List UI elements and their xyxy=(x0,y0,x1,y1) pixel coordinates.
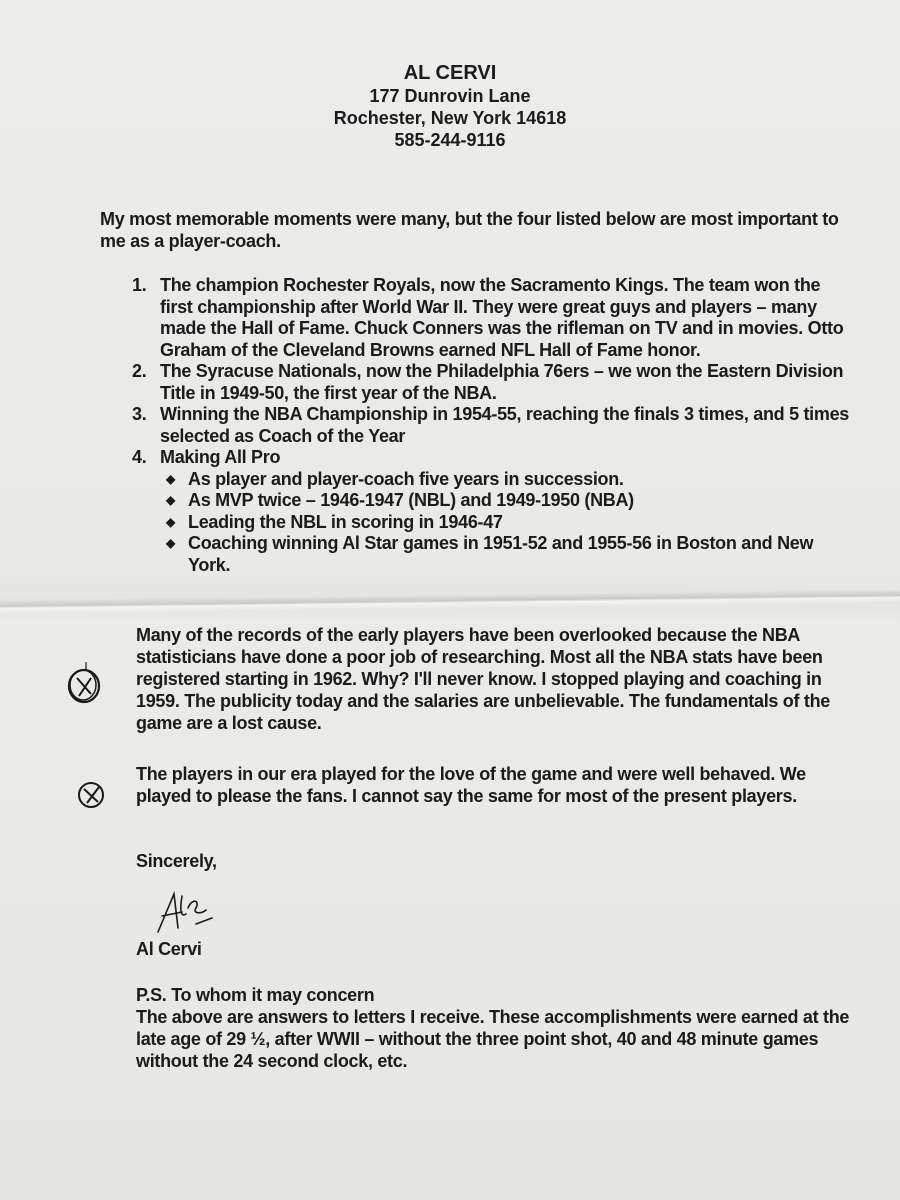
list-number: 2. xyxy=(132,361,147,381)
bullet-item xyxy=(160,533,852,576)
ps-heading: P.S. To whom it may concern xyxy=(136,985,375,1005)
era-paragraph: The players in our era played for the love of the game and were well behaved. We played to please the fans. I cannot say the same for most of the present players. xyxy=(136,764,806,806)
all-pro-bullets xyxy=(160,469,852,577)
letterhead-street: 177 Dunrovin Lane xyxy=(369,86,531,106)
bullet-item xyxy=(160,512,852,534)
intro-paragraph: My most memorable moments were many, but the four listed below are most important to me as a player-coach. xyxy=(100,209,839,251)
handwritten-signature xyxy=(152,888,232,938)
closing-salutation: Sincerely, xyxy=(136,851,217,871)
list-item xyxy=(132,447,852,469)
list-text: The champion Rochester Royals, now the Sacramento Kings. The team won the first championship after World War II. They were great guys and players – many made the Hall of Fame. Chuck Conners was the rifleman on TV and in movies. Otto Graham of the Cleveland Browns earned NFL Hall of Fame honor. xyxy=(160,275,844,360)
list-number: 1. xyxy=(132,275,147,295)
circled-x-mark-icon xyxy=(76,780,106,810)
letterhead-city: Rochester, New York 14618 xyxy=(333,108,567,128)
list-text: Winning the NBA Championship in 1954-55, reaching the finals 3 times, and 5 times selected as Coach of the Year xyxy=(160,404,850,446)
list-text: Making All Pro xyxy=(160,447,281,467)
records-paragraph: Many of the records of the early players have been overlooked because the NBA statisticians have done a poor job of researching. Most all the NBA stats have been registered starting in 1962. Why? I'll never know. I stopped playing and coaching in 1959. The publicity today and the salaries are unbelievable. The fundamentals of the game are a lost cause. xyxy=(136,625,831,733)
diamond-bullet-icon: ◆ xyxy=(166,536,175,550)
ps-body: The above are answers to letters I receive. These accomplishments were earned at the late age of 29 ½, after WWII – without the three point shot, 40 and 48 minute games without the 24 second clock, etc. xyxy=(136,1007,850,1071)
letterhead xyxy=(0,62,900,151)
list-item xyxy=(132,275,852,361)
memorable-moments-list xyxy=(132,275,852,576)
diamond-bullet-icon: ◆ xyxy=(166,471,175,486)
list-item xyxy=(132,404,852,447)
bullet-item xyxy=(160,469,852,491)
list-text: The Syracuse Nationals, now the Philadelphia 76ers – we won the Eastern Division Title in 1949-50, the first year of the NBA. xyxy=(160,361,844,403)
diamond-bullet-icon: ◆ xyxy=(166,493,175,507)
letterhead-phone: 585-244-9116 xyxy=(394,130,506,150)
bullet-item xyxy=(160,490,852,512)
bullet-text: As player and player-coach five years in succession. xyxy=(188,468,624,489)
circled-x-mark-icon xyxy=(64,660,104,706)
bullet-text: Leading the NBL in scoring in 1946-47 xyxy=(188,511,503,532)
list-number: 4. xyxy=(132,447,147,467)
paper-fold-crease xyxy=(0,589,900,614)
diamond-bullet-icon: ◆ xyxy=(166,514,175,529)
bullet-text: As MVP twice – 1946-1947 (NBL) and 1949-1950 (NBA) xyxy=(188,490,634,510)
signature-name: Al Cervi xyxy=(136,939,202,959)
list-number: 3. xyxy=(132,404,147,424)
list-item xyxy=(132,361,852,404)
letterhead-name: AL CERVI xyxy=(403,62,497,84)
bullet-text: Coaching winning Al Star games in 1951-52 and 1955-56 in Boston and New York. xyxy=(188,533,814,575)
